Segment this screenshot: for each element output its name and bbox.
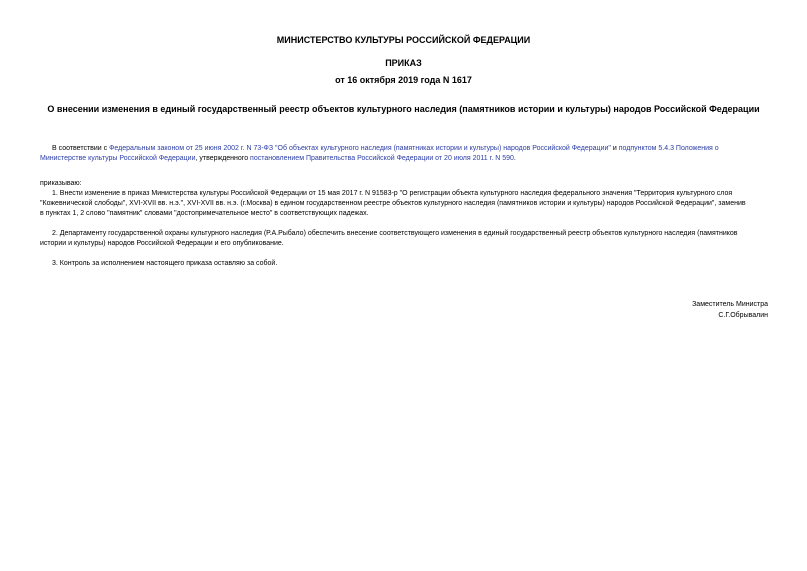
decree-item-line: 3. Контроль за исполнением настоящего приказа оставляю за собой. [52,260,278,267]
signatory-name: С.Г.Обрывалин [718,312,768,319]
document-type: ПРИКАЗ [385,58,422,68]
legal-basis-paragraph [40,144,768,164]
basis-connector: , утвержденного [195,155,251,162]
regulation-subclause-link-cont[interactable]: Министерстве культуры Российской Федерации [40,155,196,162]
signatory-position: Заместитель Министра [692,301,768,308]
decree-item-line: 1. Внести изменение в приказ Министерства культуры Российской Федерации от 15 мая 2017 г. N 91583-р "О регистрации объекта культурного наследия федерального значения "Территория культурного слоя [52,190,733,197]
decree-item-line: "Кожевнической слободы", XVI-XVII вв. н.э.", XVI-XVII вв. н.э. (г.Москва) в едином государственном реестре объектов культурного наследия (памятников истории и культуры) народов Российской Федерации", заменив [40,200,746,207]
order-date-number: от 16 октября 2019 года N 1617 [335,75,472,85]
legal-basis-line [40,144,768,154]
basis-suffix: . [513,155,516,162]
federal-law-link[interactable]: Федеральным законом от 25 июня 2002 г. N 73-ФЗ "Об объектах культурного наследия (памятниках истории и культуры) народов Российской Федерации" [109,145,611,152]
decree-item-line: 2. Департаменту государственной охраны культурного наследия (Р.А.Рыбало) обеспечить внесение соответствующего изменения в единый государственный реестр объектов культурного наследия (памятников [52,230,738,237]
ministry-name: МИНИСТЕРСТВО КУЛЬТУРЫ РОССИЙСКОЙ ФЕДЕРАЦИИ [276,35,531,45]
decree-item-line: в пунктах 1, 2 слово "памятник" словами "достопримечательное место" в соответствующих падежах. [40,210,369,217]
decree-item-line: истории и культуры) народов Российской Федерации и его опубликование. [40,240,284,247]
decree-item-1 [40,189,768,219]
basis-connector: и [610,145,619,152]
decree-item-2 [40,229,768,249]
decree-keyword [40,179,768,189]
regulation-subclause-link[interactable]: подпунктом 5.4.3 Положения о [618,145,719,152]
government-resolution-link[interactable]: постановлением Правительства Российской Федерации от 20 июля 2011 г. N 590 [250,155,514,162]
order-title: О внесении изменения в единый государственный реестр объектов культурного наследия (памятников истории и культуры) народов Российской Федерации [47,104,760,114]
decree-item-3 [40,259,768,269]
legal-basis-line [40,154,768,164]
basis-prefix: В соответствии с [52,145,110,152]
decree-keyword-text: приказываю: [40,180,82,187]
